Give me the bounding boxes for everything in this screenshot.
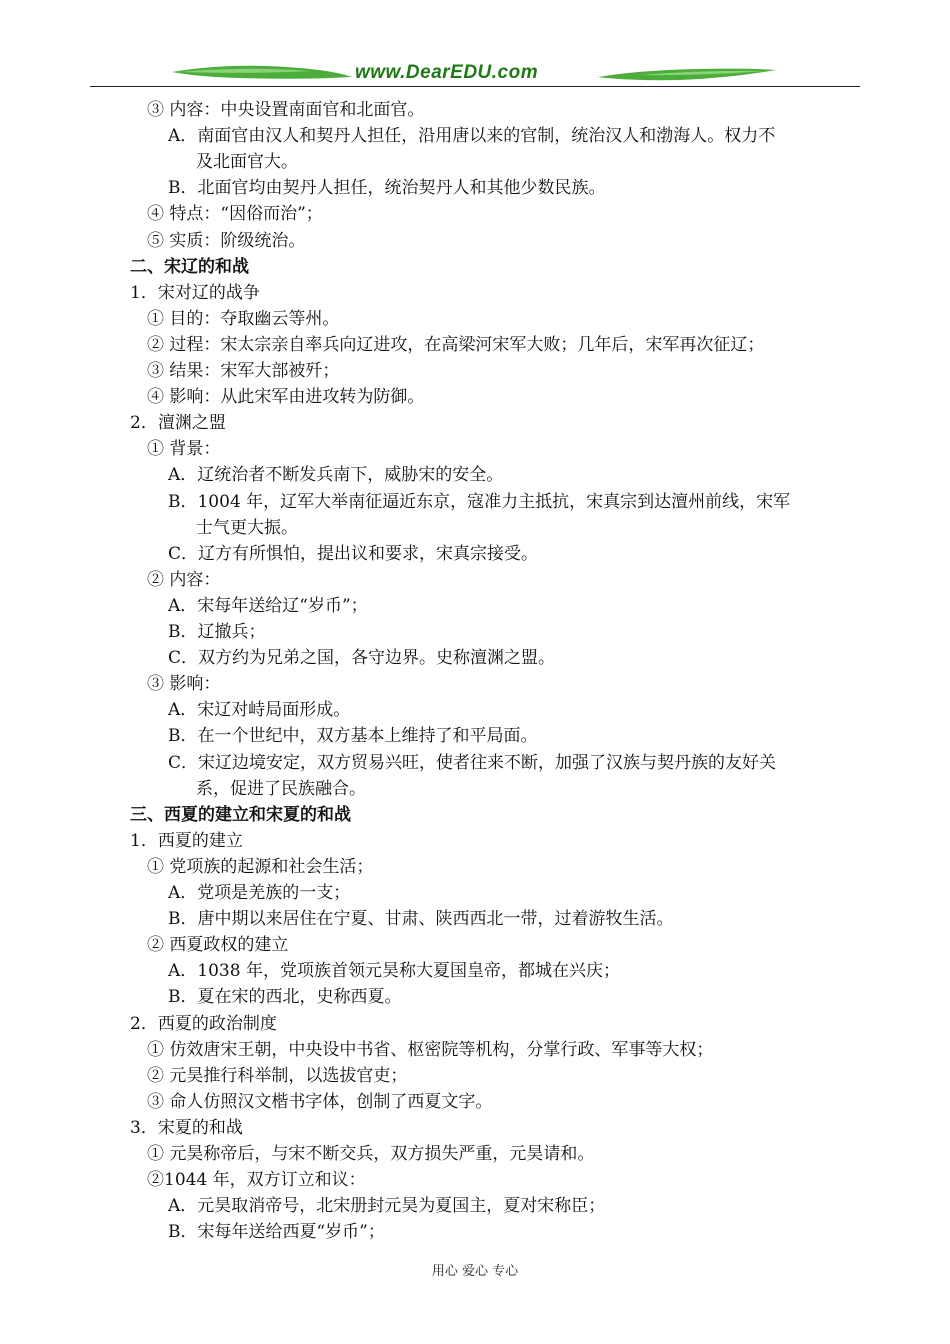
document-line: 1．西夏的建立: [130, 831, 243, 851]
document-line: B．在一个世纪中，双方基本上维持了和平局面。: [168, 726, 538, 746]
document-line: ③ 影响：: [147, 674, 221, 694]
document-line: 2．西夏的政治制度: [130, 1014, 277, 1034]
section-heading: 二、宋辽的和战: [130, 257, 249, 277]
document-line: ① 党项族的起源和社会生活；: [147, 857, 374, 877]
document-line: ②1044 年，双方订立和议：: [147, 1170, 366, 1190]
document-line: C．宋辽边境安定，双方贸易兴旺，使者往来不断，加强了汉族与契丹族的友好关: [168, 753, 777, 773]
document-line: A．党项是羌族的一支；: [168, 883, 351, 903]
document-line: ① 仿效唐宋王朝，中央设中书省、枢密院等机构，分掌行政、军事等大权；: [147, 1040, 714, 1060]
document-line: B．夏在宋的西北，史称西夏。: [168, 987, 402, 1007]
document-line: ② 内容：: [147, 570, 221, 590]
document-line: ② 西夏政权的建立: [147, 935, 289, 955]
document-line: C．辽方有所惧怕，提出议和要求，宋真宗接受。: [168, 544, 539, 564]
site-logo-text: www.DearEDU.com: [355, 62, 539, 83]
page-header: [0, 0, 950, 90]
document-line: ③ 内容：中央设置南面官和北面官。: [147, 100, 425, 120]
document-line: A．元昊取消帝号，北宋册封元昊为夏国主，夏对宋称臣；: [168, 1196, 606, 1216]
document-line: ① 目的：夺取幽云等州。: [147, 309, 340, 329]
document-line: 2．澶渊之盟: [130, 413, 226, 433]
document-line: C．双方约为兄弟之国，各守边界。史称澶渊之盟。: [168, 648, 556, 668]
document-line: ② 过程：宋太宗亲自率兵向辽进攻，在高梁河宋军大败；几年后，宋军再次征辽；: [147, 335, 765, 355]
document-line: B．1004 年，辽军大举南征逼近东京，寇准力主抵抗，宋真宗到达澶州前线，宋军: [168, 492, 791, 512]
document-line: 及北面官大。: [196, 152, 298, 172]
document-line: ① 背景：: [147, 439, 221, 459]
document-line: A．宋每年送给辽“岁币”；: [168, 596, 368, 616]
document-line: A．1038 年，党项族首领元昊称大夏国皇帝，都城在兴庆；: [168, 961, 620, 981]
document-line: B．北面官均由契丹人担任，统治契丹人和其他少数民族。: [168, 178, 606, 198]
document-line: B．唐中期以来居住在宁夏、甘肃、陕西西北一带，过着游牧生活。: [168, 909, 674, 929]
page-footer: 用心 爱心 专心: [431, 1264, 519, 1279]
document-line: A．南面官由汉人和契丹人担任，沿用唐以来的官制，统治汉人和渤海人。权力不: [168, 126, 776, 146]
document-line: ① 元昊称帝后，与宋不断交兵，双方损失严重，元昊请和。: [147, 1144, 595, 1164]
document-line: A．宋辽对峙局面形成。: [168, 700, 351, 720]
section-heading: 三、西夏的建立和宋夏的和战: [130, 805, 351, 825]
document-line: 士气更大振。: [196, 518, 298, 538]
document-line: 系，促进了民族融合。: [196, 779, 366, 799]
document-line: A．辽统治者不断发兵南下，威胁宋的安全。: [168, 465, 504, 485]
document-line: ④ 影响：从此宋军由进攻转为防御。: [147, 387, 425, 407]
document-line: B．辽撤兵；: [168, 622, 266, 642]
document-line: ② 元昊推行科举制，以选拔官吏；: [147, 1066, 408, 1086]
document-line: 3．宋夏的和战: [130, 1118, 243, 1138]
document-line: B．宋每年送给西夏“岁币”；: [168, 1222, 385, 1242]
document-line: 1．宋对辽的战争: [130, 283, 260, 303]
header-rule: [90, 86, 860, 87]
document-line: ④ 特点：“因俗而治”；: [147, 204, 323, 224]
document-line: ③ 结果：宋军大部被歼；: [147, 361, 340, 381]
document-line: ③ 命人仿照汉文楷书字体，创制了西夏文字。: [147, 1092, 493, 1112]
document-line: ⑤ 实质：阶级统治。: [147, 231, 306, 251]
